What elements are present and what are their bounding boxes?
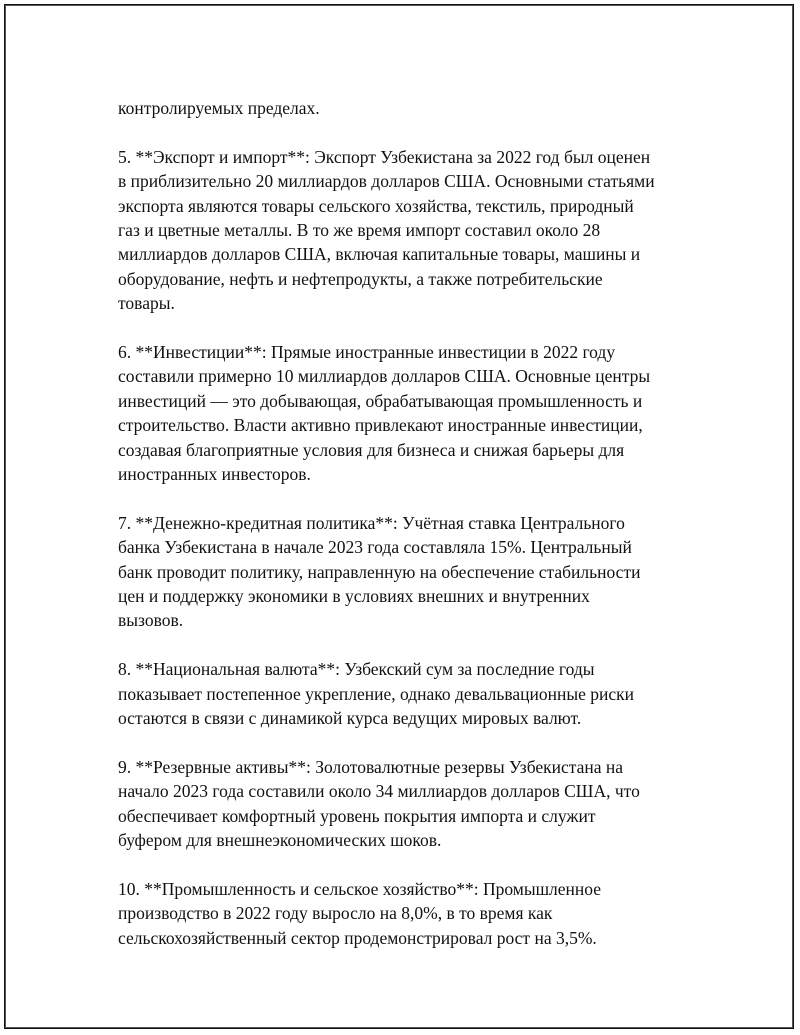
- paragraph-continuation: контролируемых пределах.: [118, 98, 320, 118]
- paragraph-investments: 6. **Инвестиции**: Прямые иностранные инвестиции в 2022 году составили примерно 10 миллиардов долларов США. Основные центры инвестиций — это добывающая, обрабатывающая промышленность и строительство. Власти активно привлекают иностранные инвестиции, создавая благоприятные условия для бизнеса и снижая барьеры для иностранных инвесторов.: [118, 342, 651, 485]
- document-body: [118, 96, 708, 975]
- paragraph-industry-agriculture: 10. **Промышленность и сельское хозяйство**: Промышленное производство в 2022 году выросло на 8,0%, в то время как сельскохозяйственный сектор продемонстрировал рост на 3,5%.: [118, 878, 602, 948]
- paragraph-monetary-policy: 7. **Денежно-кредитная политика**: Учётная ставка Центрального банка Узбекистана в начале 2023 года составляла 15%. Центральный банк проводит политику, направленную на обеспечение стабильности цен и поддержку экономики в условиях внешних и внутренних вызовов.: [118, 512, 641, 631]
- paragraph-export-import: 5. **Экспорт и импорт**: Экспорт Узбекистана за 2022 год был оценен в приблизительно 20 миллиардов долларов США. Основными статьями экспорта являются товары сельского хозяйства, текстиль, природный газ и цветные металлы. В то же время импорт составил около 28 миллиардов долларов США, включая капитальные товары, машины и оборудование, нефть и нефтепродукты, а также потребительские товары.: [118, 146, 655, 314]
- paragraph-reserve-assets: 9. **Резервные активы**: Золотовалютные резервы Узбекистана на начало 2023 года составили около 34 миллиардов долларов США, что обеспечивает комфортный уровень покрытия импорта и служит буфером для внешнеэкономических шоков.: [118, 756, 640, 851]
- document-page: [4, 4, 794, 1029]
- paragraph-national-currency: 8. **Национальная валюта**: Узбекский сум за последние годы показывает постепенное укрепление, однако девальвационные риски остаются в связи с динамикой курса ведущих мировых валют.: [118, 659, 634, 729]
